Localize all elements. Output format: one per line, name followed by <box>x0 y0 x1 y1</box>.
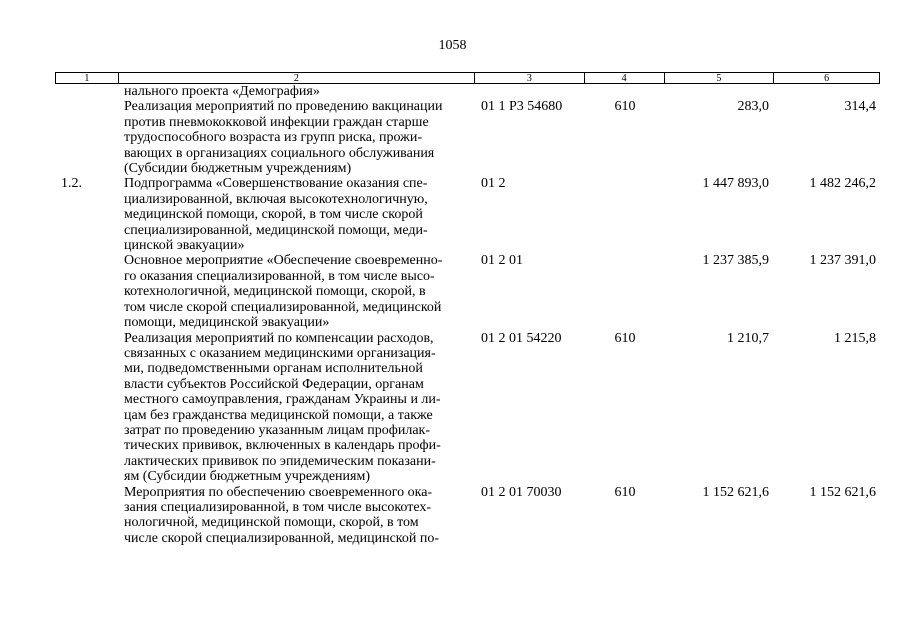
row-description <box>118 485 475 547</box>
row-code: 01 2 01 <box>481 253 523 269</box>
row-expense-type <box>585 253 665 330</box>
row-description <box>118 253 475 330</box>
table-row <box>55 331 880 485</box>
row-number <box>55 485 118 547</box>
description-line: связанных с оказанием медицинскими организация- <box>124 345 436 361</box>
row-value-1: 1 152 621,6 <box>702 484 769 500</box>
description-line: затрат по проведению указанным лицам профилак- <box>124 422 431 438</box>
budget-table <box>55 72 880 546</box>
header-col-2: 2 <box>119 73 475 83</box>
description-line: тических прививок, включенных в календарь профи- <box>124 438 441 454</box>
table-row <box>55 485 880 547</box>
row-number <box>55 99 118 176</box>
description-line: Основное мероприятие «Обеспечение своевременно- <box>124 253 443 269</box>
row-value-1: 1 447 893,0 <box>702 176 769 192</box>
description-line: ми, подведомственными органам исполнительной <box>124 361 423 377</box>
row-value-2: 1 215,8 <box>834 330 876 346</box>
description-line: вающих в организациях социального обслуживания <box>124 145 435 161</box>
description-line: го оказания специализированной, в том числе высо- <box>124 268 435 284</box>
table-row <box>55 176 880 253</box>
row-number: 1.2. <box>61 176 82 192</box>
row-value-2: 1 152 621,6 <box>809 484 876 500</box>
description-line: Мероприятия по обеспечению своевременного ока- <box>124 484 433 500</box>
row-description <box>118 331 475 485</box>
description-line: Реализация мероприятий по проведению вакцинации <box>124 99 443 115</box>
row-code: 01 1 P3 54680 <box>481 99 563 115</box>
row-number <box>55 253 118 330</box>
row-number <box>55 331 118 485</box>
description-line: числе скорой специализированной, медицинской по- <box>124 530 440 546</box>
row-expense-type: 610 <box>614 99 636 115</box>
description-line: зания специализированной, в том числе высокотех- <box>124 499 432 515</box>
row-description <box>118 99 475 176</box>
description-line: цинской эвакуации» <box>124 238 245 254</box>
row-value-2: 1 482 246,2 <box>809 176 876 192</box>
description-line: лактических прививок по эпидемическим показани- <box>124 453 436 469</box>
description-line: нологичной, медицинской помощи, скорой, в том <box>124 515 419 531</box>
row-code <box>475 84 585 99</box>
description-line: Реализация мероприятий по компенсации расходов, <box>124 330 434 346</box>
row-value-1: 1 237 385,9 <box>702 253 769 269</box>
description-line: местного самоуправления, гражданам Украины и ли- <box>124 392 441 408</box>
description-line: цам без гражданства медицинской помощи, а также <box>124 407 433 423</box>
row-number <box>55 84 118 99</box>
header-col-1: 1 <box>56 73 119 83</box>
header-col-5: 5 <box>665 73 775 83</box>
row-expense-type: 610 <box>614 330 636 346</box>
row-description <box>118 84 475 99</box>
row-value-2: 314,4 <box>844 99 876 115</box>
description-line: ям (Субсидии бюджетным учреждениям) <box>124 469 370 485</box>
row-code: 01 2 <box>481 176 506 192</box>
row-expense-type <box>585 84 665 99</box>
row-code: 01 2 01 54220 <box>481 330 562 346</box>
row-value-1 <box>665 84 775 99</box>
row-description <box>118 176 475 253</box>
description-line: против пневмококковой инфекции граждан старше <box>124 114 429 130</box>
description-line: нального проекта «Демография» <box>124 84 320 99</box>
description-line: (Субсидии бюджетным учреждениям) <box>124 161 352 177</box>
table-row <box>55 253 880 330</box>
table-body <box>55 84 880 546</box>
header-col-6: 6 <box>824 73 830 84</box>
description-line: Подпрограмма «Совершенствование оказания спе- <box>124 176 428 192</box>
description-line: том числе скорой специализированной, медицинской <box>124 299 442 315</box>
row-code: 01 2 01 70030 <box>481 484 562 500</box>
description-line: медицинской помощи, скорой, в том числе скорой <box>124 207 423 223</box>
row-value-1: 283,0 <box>737 99 769 115</box>
header-col-4: 4 <box>585 73 665 83</box>
page-number: 1058 <box>438 38 467 53</box>
description-line: власти субъектов Российской Федерации, органам <box>124 376 424 392</box>
row-value-2: 1 237 391,0 <box>809 253 876 269</box>
description-line: специализированной, медицинской помощи, меди- <box>124 222 428 238</box>
description-line: помощи, медицинской эвакуации» <box>124 315 330 331</box>
description-line: трудоспособного возраста из групп риска, прожи- <box>124 130 422 146</box>
description-line: котехнологичной, медицинской помощи, скорой, в <box>124 284 426 300</box>
table-row <box>55 99 880 176</box>
header-col-3: 3 <box>475 73 585 83</box>
row-expense-type <box>585 176 665 253</box>
table-header <box>55 72 880 84</box>
table-row <box>55 84 880 99</box>
row-value-1: 1 210,7 <box>727 330 769 346</box>
row-value-2 <box>775 84 880 99</box>
description-line: циализированной, включая высокотехнологичную, <box>124 191 428 207</box>
row-expense-type: 610 <box>614 484 636 500</box>
